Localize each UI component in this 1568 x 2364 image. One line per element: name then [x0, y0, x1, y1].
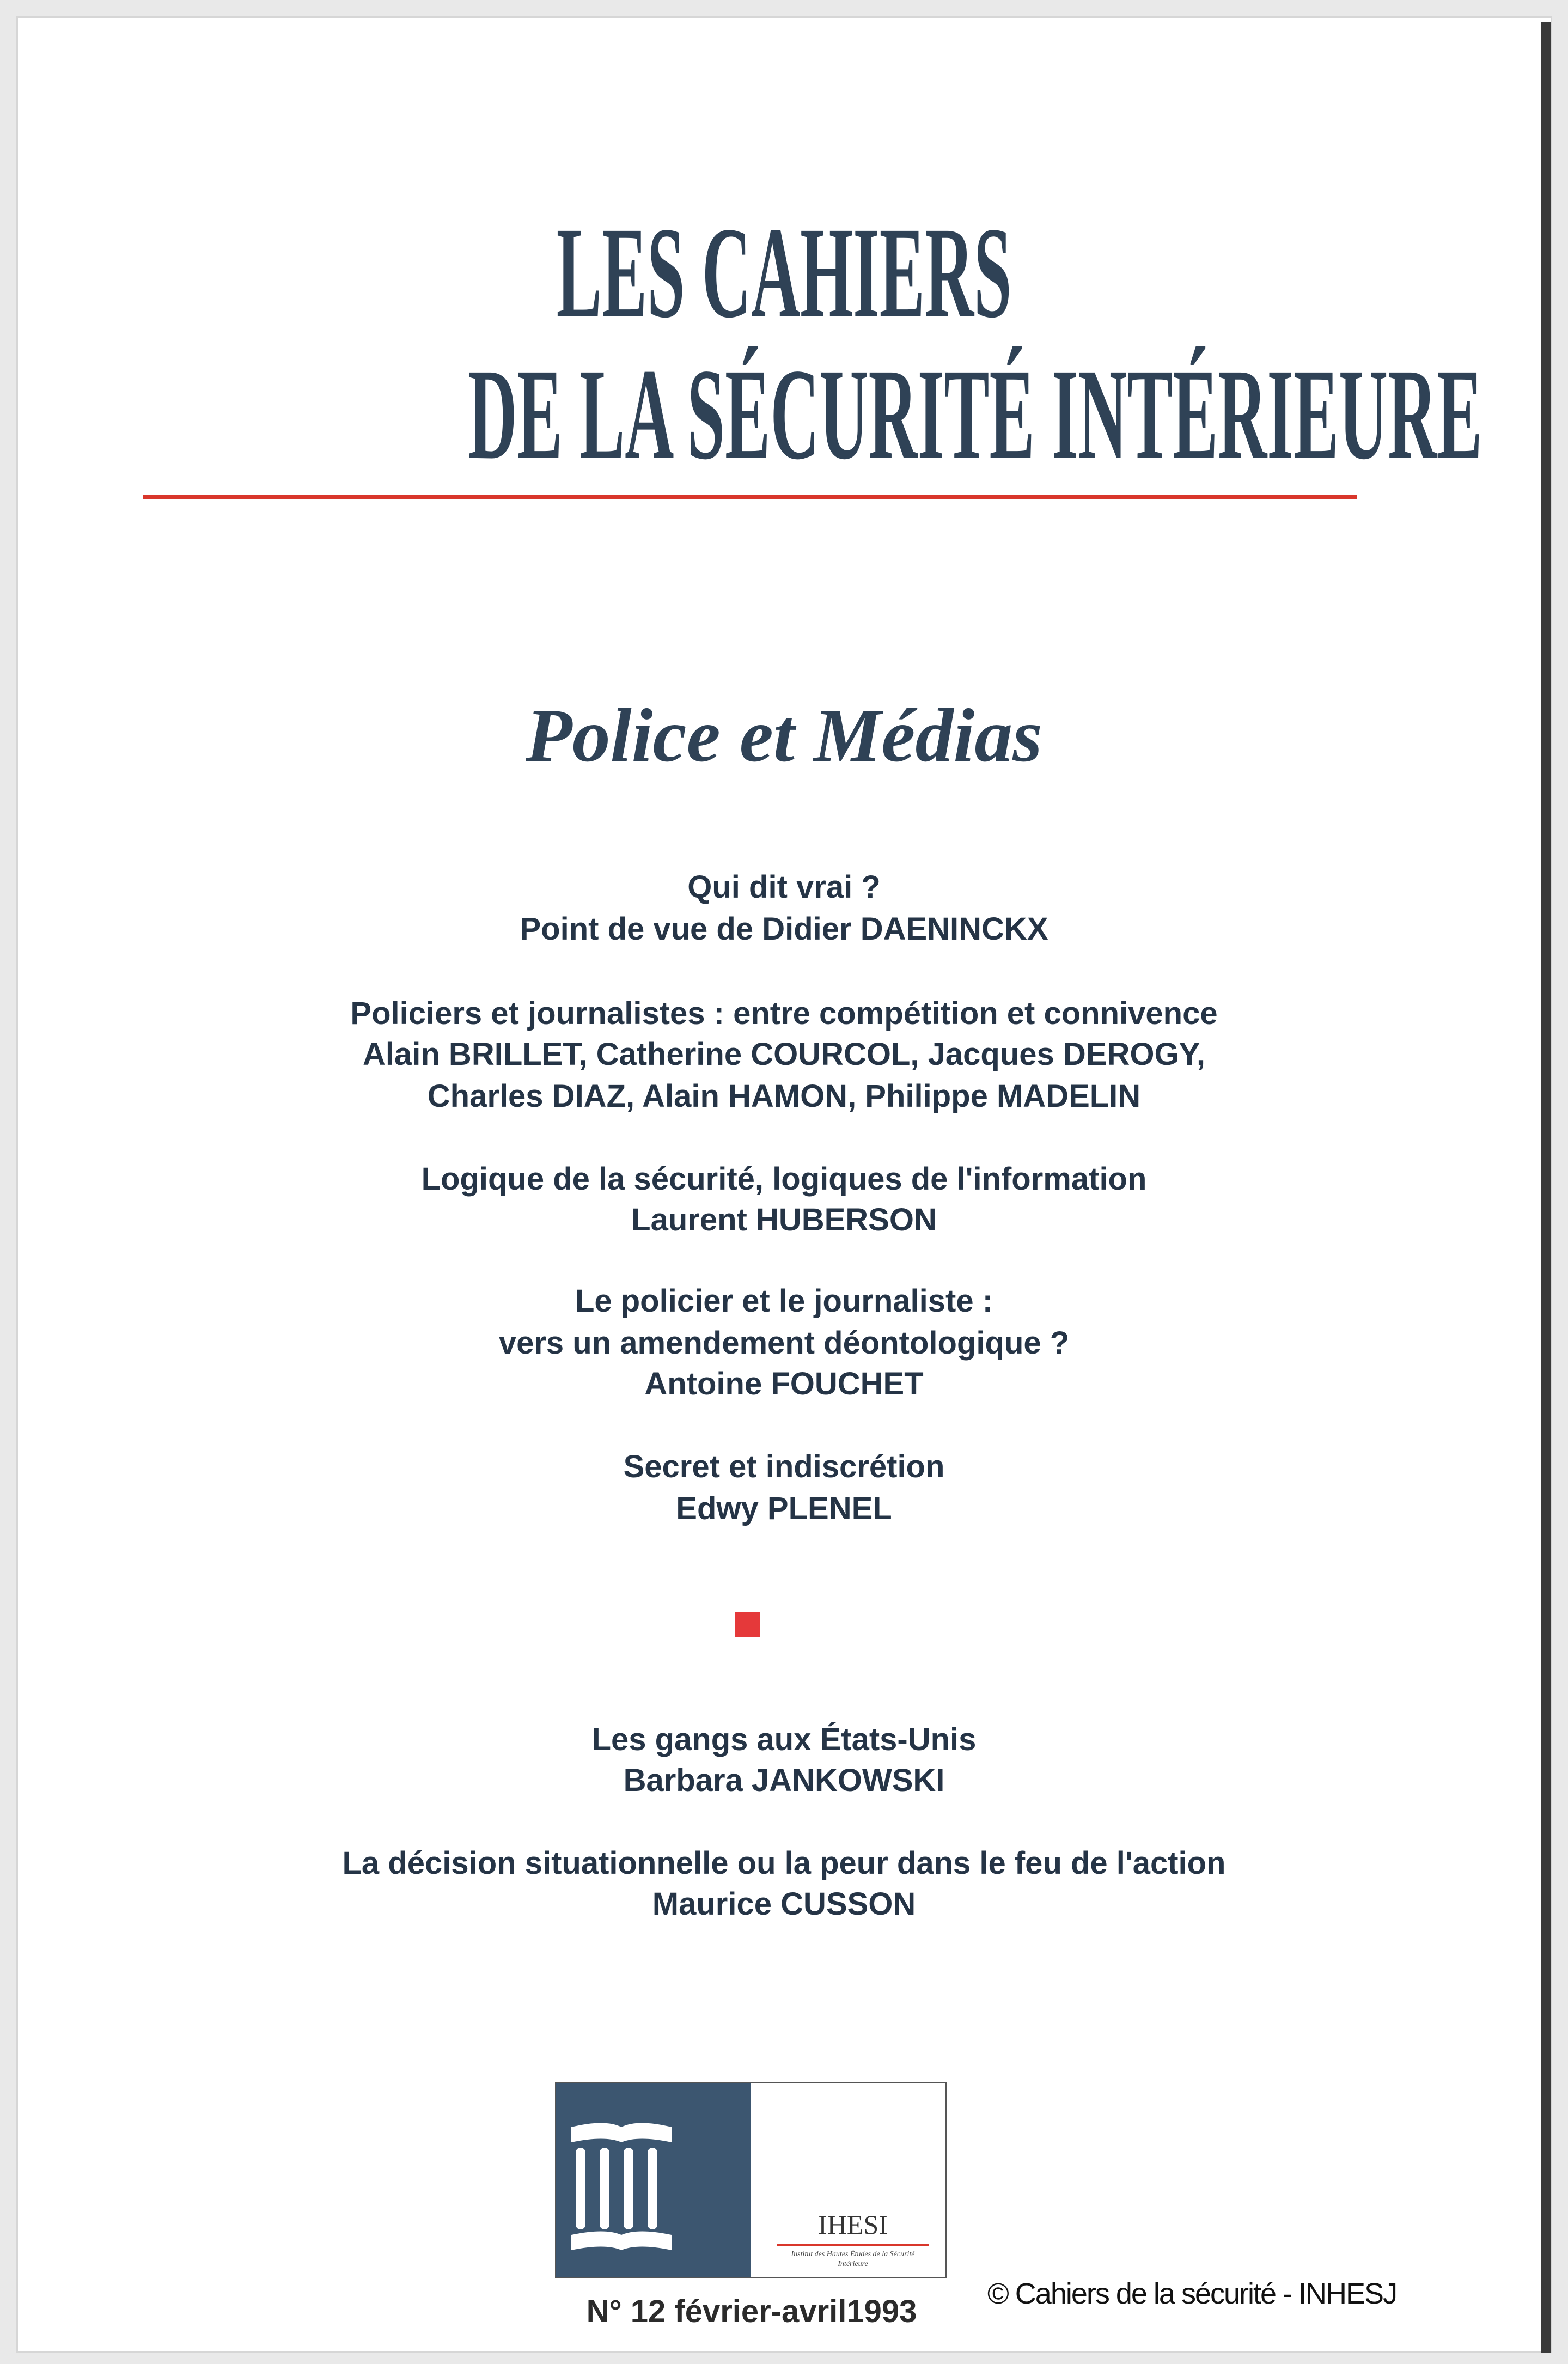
issue-number: N° 12 février-avril1993	[586, 2294, 917, 2329]
article-author: Charles DIAZ, Alain HAMON, Philippe MADELIN	[427, 1079, 1141, 1114]
ihesi-logo	[555, 2082, 947, 2278]
article-title: Logique de la sécurité, logiques de l'information	[421, 1161, 1147, 1197]
article-author: Alain BRILLET, Catherine COURCOL, Jacques DEROGY,	[363, 1037, 1205, 1072]
column-logo-icon	[556, 2083, 751, 2277]
journal-title-line2: DE LA SÉCURITÉ INTÉRIEURE	[468, 342, 1482, 486]
article-title: Les gangs aux États-Unis	[591, 1722, 977, 1757]
article-title: vers un amendement déontologique ?	[498, 1325, 1070, 1361]
section-separator-square	[735, 1612, 760, 1637]
article-author: Barbara JANKOWSKI	[623, 1763, 945, 1798]
title-divider	[143, 495, 1357, 499]
article-author: Laurent HUBERSON	[631, 1202, 937, 1238]
article-title: Secret et indiscrétion	[623, 1449, 945, 1484]
article-title: Qui dit vrai ?	[687, 869, 881, 905]
article-title: Policiers et journalistes : entre compétition et connivence	[350, 996, 1218, 1031]
logo-subtitle: Institut des Hautes Études de la Sécurité Intérieure	[791, 2250, 915, 2269]
article-author: Point de vue de Didier DAENINCKX	[520, 911, 1048, 947]
article-author: Antoine FOUCHET	[644, 1366, 924, 1402]
copyright-notice: © Cahiers de la sécurité - INHESJ	[987, 2277, 1397, 2310]
logo-rule	[777, 2244, 929, 2246]
article-title: La décision situationnelle ou la peur dans le feu de l'action	[342, 1845, 1226, 1881]
article-title: Le policier et le journaliste :	[575, 1283, 993, 1319]
journal-title-line1: LES CAHIERS	[556, 200, 1012, 345]
article-author: Maurice CUSSON	[652, 1886, 916, 1922]
article-author: Edwy PLENEL	[676, 1491, 892, 1526]
issue-theme: Police et Médias	[526, 693, 1042, 778]
logo-acronym: IHESI	[818, 2209, 888, 2240]
